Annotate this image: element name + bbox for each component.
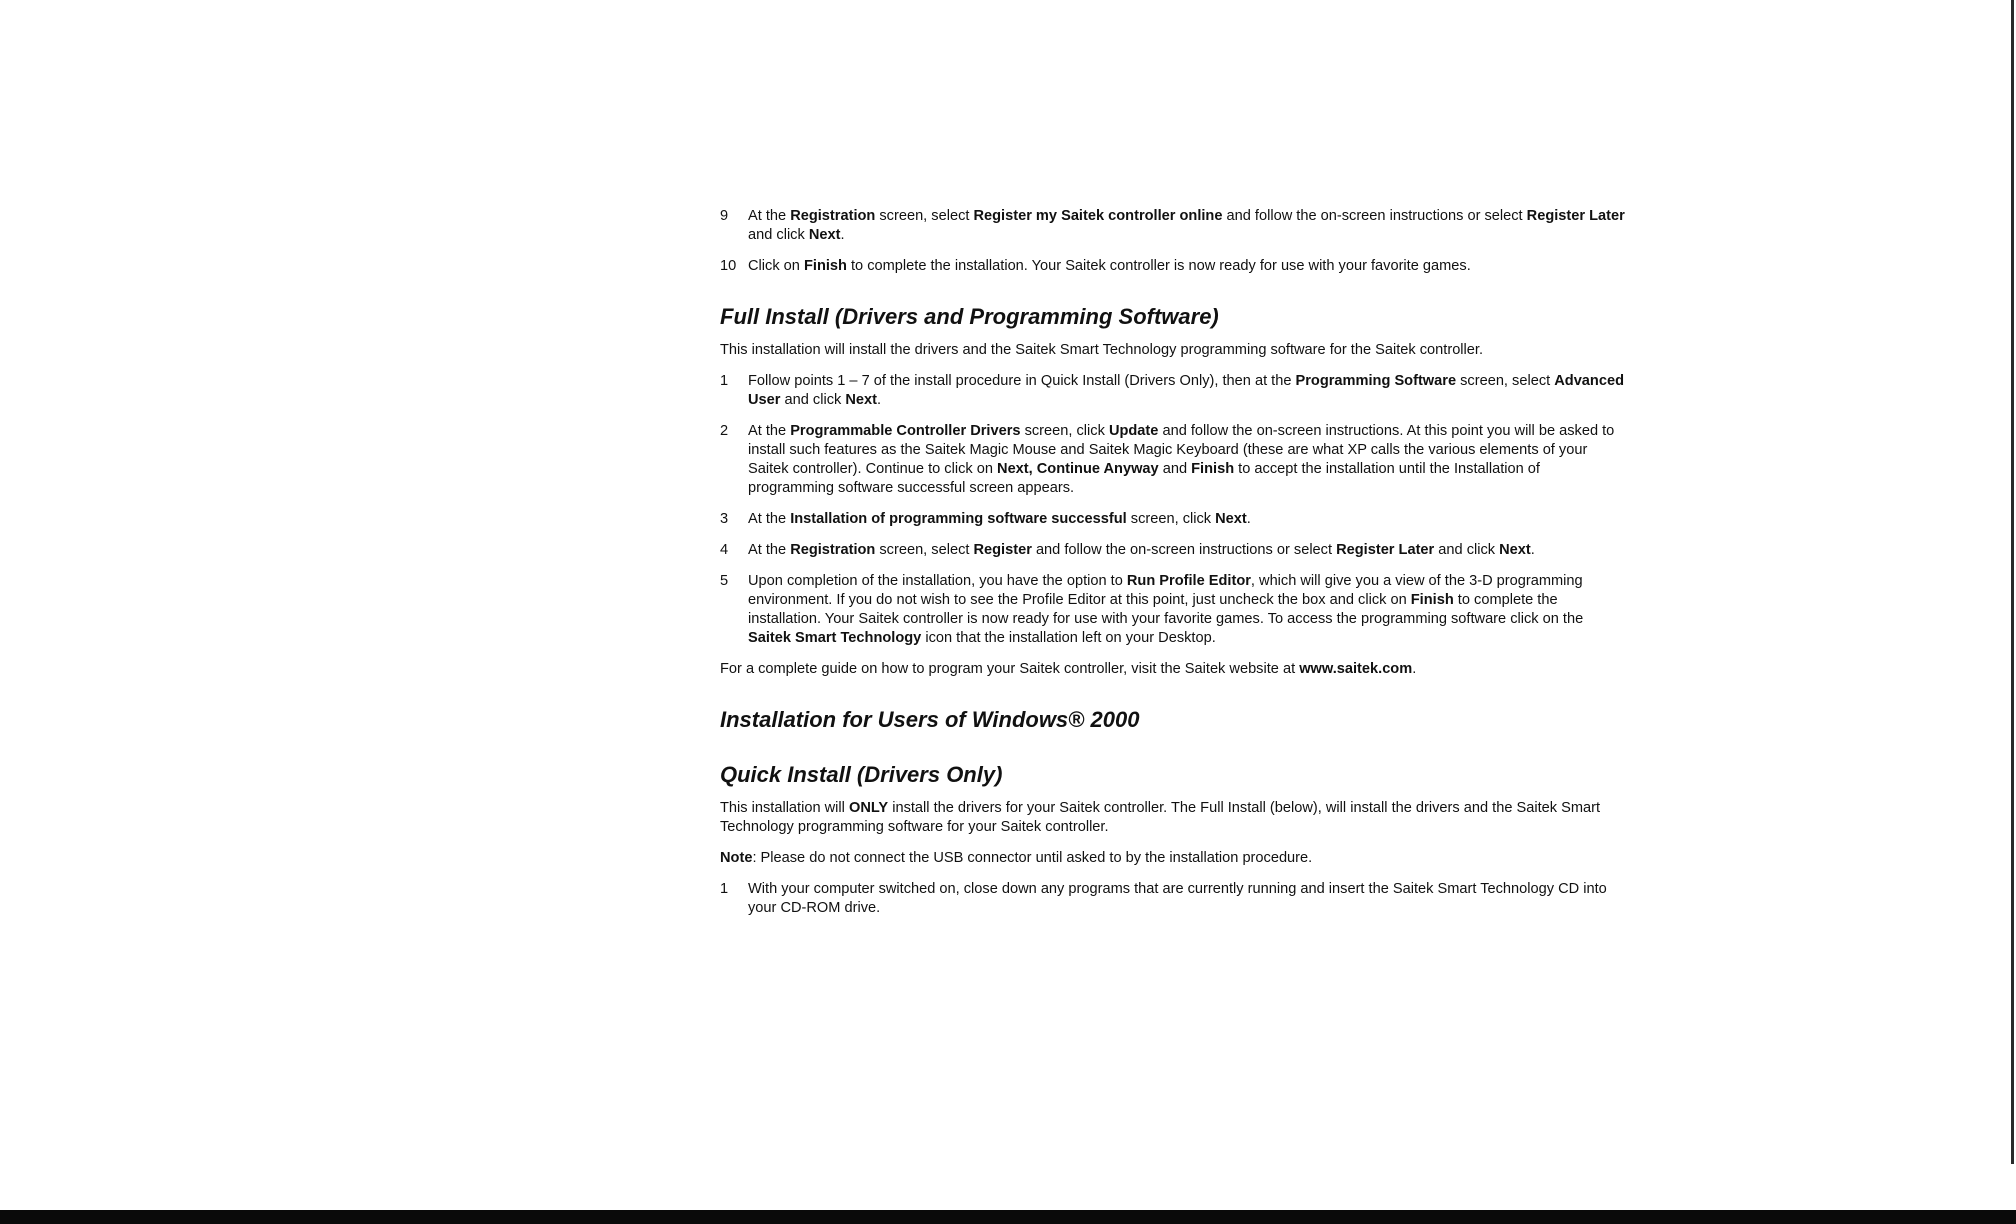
step-text: At the Programmable Controller Drivers screen, click Update and follow the on-screen instructions. At this point you will be asked to install such features as the Saitek Magic Mouse and Saitek Magic Keyboard (these are what XP calls the various elements of your Saitek controller). Continue to click on Next, Continue Anyway and Finish to accept the installation until the Installation of programming software successful screen appears. xyxy=(748,423,1615,496)
step-item xyxy=(720,572,1625,648)
step-number: 1 xyxy=(720,881,729,897)
programming-guide-paragraph: For a complete guide on how to program your Saitek controller, visit the Saitek website at www.saitek.com. xyxy=(720,661,1417,677)
saitek-website-link: www.saitek.com xyxy=(1299,661,1413,677)
step-text: Upon completion of the installation, you have the option to Run Profile Editor, which will give you a view of the 3-D programming environment. If you do not wish to see the Profile Editor at this point, just uncheck the box and click on Finish to complete the installation. Your Saitek controller is now ready for use with your favorite games. To access the programming software click on the Saitek Smart Technology icon that the installation left on your Desktop. xyxy=(748,573,1584,646)
step-number: 4 xyxy=(720,542,729,558)
step-item xyxy=(720,880,1625,918)
step-item xyxy=(720,372,1625,410)
step-item xyxy=(720,422,1625,498)
scan-edge-line xyxy=(2011,0,2014,1164)
step-text: Follow points 1 – 7 of the install procedure in Quick Install (Drivers Only), then at the Programming Software screen, select Advanced User and click Next. xyxy=(748,373,1624,408)
step-item xyxy=(720,207,1625,245)
step-item xyxy=(720,257,1625,276)
full-install-heading: Full Install (Drivers and Programming Software) xyxy=(720,304,1219,329)
step-number: 10 xyxy=(720,258,737,274)
scan-bottom-border xyxy=(0,1210,2016,1224)
full-install-intro: This installation will install the drivers and the Saitek Smart Technology programming software for the Saitek controller. xyxy=(720,342,1484,358)
step-item xyxy=(720,510,1625,529)
step-number: 3 xyxy=(720,511,729,527)
windows2000-heading: Installation for Users of Windows® 2000 xyxy=(720,707,1140,732)
step-number: 9 xyxy=(720,208,729,224)
quick-install-intro: This installation will ONLY install the drivers for your Saitek controller. The Full Install (below), will install the drivers and the Saitek Smart Technology programming software for your Saitek controller. xyxy=(720,800,1601,835)
step-text: Click on Finish to complete the installation. Your Saitek controller is now ready for use with your favorite games. xyxy=(748,258,1471,274)
step-text: With your computer switched on, close down any programs that are currently running and insert the Saitek Smart Technology CD into your CD-ROM drive. xyxy=(748,881,1607,916)
step-number: 2 xyxy=(720,423,729,439)
step-text: At the Registration screen, select Register my Saitek controller online and follow the on-screen instructions or select Register Later and click Next. xyxy=(748,208,1625,243)
usb-note: Note: Please do not connect the USB connector until asked to by the installation procedure. xyxy=(720,850,1313,866)
step-number: 5 xyxy=(720,573,729,589)
quick-install-heading: Quick Install (Drivers Only) xyxy=(720,762,1003,787)
step-number: 1 xyxy=(720,373,729,389)
page-content xyxy=(720,207,1625,930)
step-text: At the Installation of programming software successful screen, click Next. xyxy=(748,511,1251,527)
step-text: At the Registration screen, select Register and follow the on-screen instructions or select Register Later and click Next. xyxy=(748,542,1535,558)
step-item xyxy=(720,541,1625,560)
